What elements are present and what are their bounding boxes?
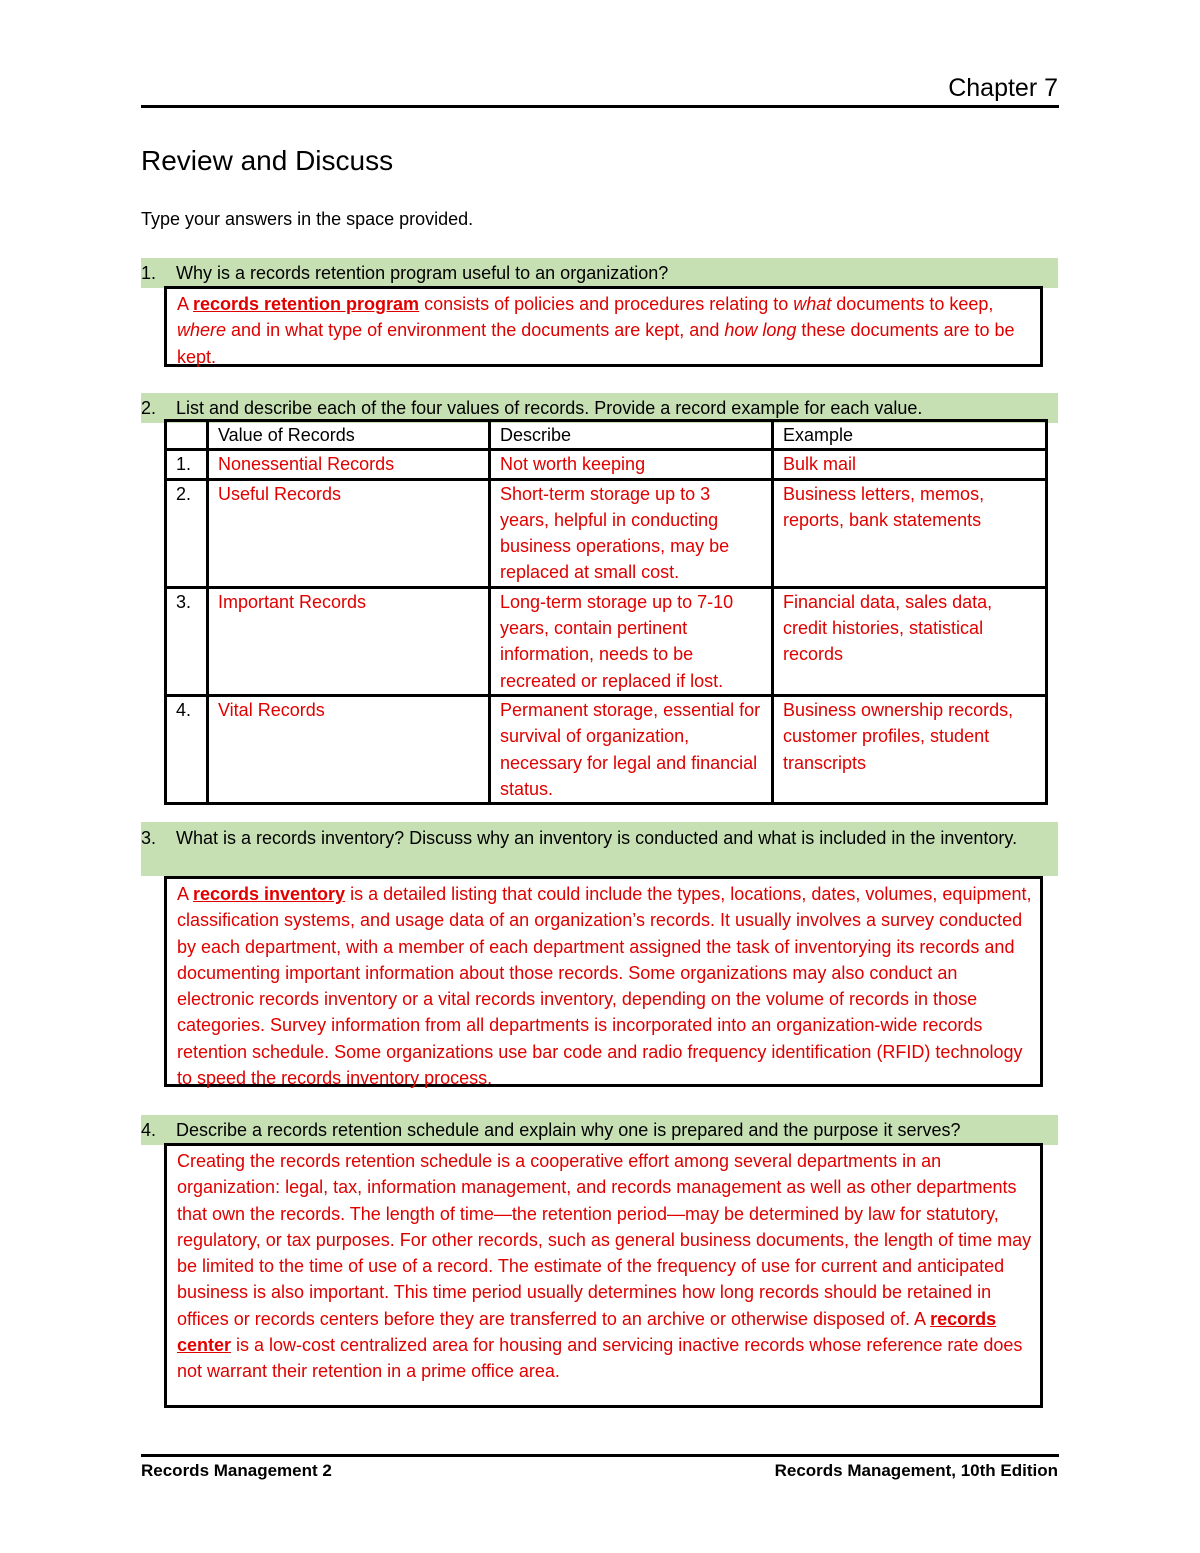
describe-cell[interactable]: Long-term storage up to 7-10 years, contain pertinent information, needs to be recreated or replaced if lost.	[490, 587, 773, 695]
question-3-number: 3.	[141, 828, 157, 848]
answer-3-text: is a detailed listing that could include the types, locations, dates, volumes, equipment, classification systems, and usage data of an organization’s records. It usually involves a survey conducted by each department, with a member of each department assigned the task of inventorying its records and documenting important information about those records. Some organizations may also conduct an electronic records inventory or a vital records inventory, depending on the volume of records in those categories. Survey information from all departments is incorporated into an organization-wide records retention schedule. Some organizations use bar code and radio frequency identification (RFID) technology to speed the records inventory process.	[177, 884, 1032, 1089]
footer-rule	[141, 1454, 1059, 1457]
table-row	[166, 587, 1047, 695]
question-2-number: 2.	[141, 398, 157, 418]
question-4	[141, 1117, 1041, 1143]
page-title: Review and Discuss	[141, 145, 394, 176]
describe-cell[interactable]: Permanent storage, essential for survival of organization, necessary for legal and financial status.	[490, 695, 773, 803]
answer-1-text: these documents are to be kept.	[177, 320, 1015, 367]
answer-1-text: documents to keep,	[831, 294, 994, 314]
value-cell[interactable]: Useful Records	[208, 479, 490, 587]
value-cell[interactable]: Important Records	[208, 587, 490, 695]
describe-cell[interactable]: Not worth keeping	[490, 450, 773, 479]
example-cell[interactable]: Business letters, memos, reports, bank statements	[773, 479, 1047, 587]
answer-1-text: consists of policies and procedures relating to	[419, 294, 794, 314]
row-number: 3.	[166, 587, 208, 695]
answer-4-text: Creating the records retention schedule is a cooperative effort among several departments in an organization: legal, tax, information management, and records management as well as other departments that own the records. The length of time—the retention period—may be determined by law for statutory, regulatory, or tax purposes. For other records, such as general business documents, the length of time may be limited to the time of use of a record. The estimate of the frequency of use for current and anticipated business is also important. This time period usually determines how long records should be retained in offices or records centers before they are transferred to an archive or otherwise disposed of. A	[177, 1151, 1032, 1329]
question-1	[141, 260, 1041, 286]
instructions: Type your answers in the space provided.	[141, 209, 474, 229]
table-row	[166, 450, 1047, 479]
question-4-text: Describe a records retention schedule and explain why one is prepared and the purpose it serves?	[176, 1120, 961, 1140]
question-3	[141, 825, 1021, 851]
answer-1-term: records retention program	[193, 294, 420, 314]
table-header-row	[166, 421, 1047, 450]
table-row	[166, 479, 1047, 587]
question-2	[141, 395, 1041, 421]
answer-1-emphasis: how long	[724, 320, 797, 341]
header-rule	[141, 105, 1059, 108]
row-number: 2.	[166, 479, 208, 587]
values-table	[164, 419, 1048, 805]
answer-3-term: records inventory	[193, 884, 346, 904]
answer-4-text: is a low-cost centralized area for housing and servicing inactive records whose reference rate does not warrant their retention in a prime office area.	[177, 1335, 1023, 1382]
answer-1-text: A	[177, 294, 194, 314]
answer-3-text: A	[177, 884, 194, 904]
question-2-text: List and describe each of the four values of records. Provide a record example for each value.	[176, 398, 923, 418]
answer-1-emphasis: where	[177, 320, 227, 341]
question-1-text: Why is a records retention program useful to an organization?	[176, 263, 669, 283]
chapter-heading: Chapter 7	[948, 74, 1058, 102]
table-row	[166, 695, 1047, 803]
value-cell[interactable]: Vital Records	[208, 695, 490, 803]
footer-left: Records Management 2	[141, 1461, 332, 1480]
answer-3-box[interactable]	[164, 876, 1043, 1087]
table-header-cell: Example	[773, 421, 1047, 450]
table-header-cell: Describe	[490, 421, 773, 450]
row-number: 1.	[166, 450, 208, 479]
question-1-number: 1.	[141, 263, 157, 283]
example-cell[interactable]: Business ownership records, customer profiles, student transcripts	[773, 695, 1047, 803]
footer-right: Records Management, 10th Edition	[774, 1461, 1058, 1480]
answer-4-box[interactable]	[164, 1143, 1043, 1408]
table-header-cell	[166, 421, 208, 450]
row-number: 4.	[166, 695, 208, 803]
answer-4-term: records center	[177, 1308, 997, 1356]
answer-1-box[interactable]	[164, 286, 1043, 367]
describe-cell[interactable]: Short-term storage up to 3 years, helpful in conducting business operations, may be replaced at small cost.	[490, 479, 773, 587]
value-cell[interactable]: Nonessential Records	[208, 450, 490, 479]
question-3-text: What is a records inventory? Discuss why an inventory is conducted and what is included in the inventory.	[176, 828, 1018, 848]
example-cell[interactable]: Bulk mail	[773, 450, 1047, 479]
answer-1-emphasis: what	[793, 294, 832, 314]
table-header-cell: Value of Records	[208, 421, 490, 450]
example-cell[interactable]: Financial data, sales data, credit histories, statistical records	[773, 587, 1047, 695]
answer-1-text: and in what type of environment the documents are kept, and	[226, 320, 725, 341]
question-4-number: 4.	[141, 1120, 157, 1140]
